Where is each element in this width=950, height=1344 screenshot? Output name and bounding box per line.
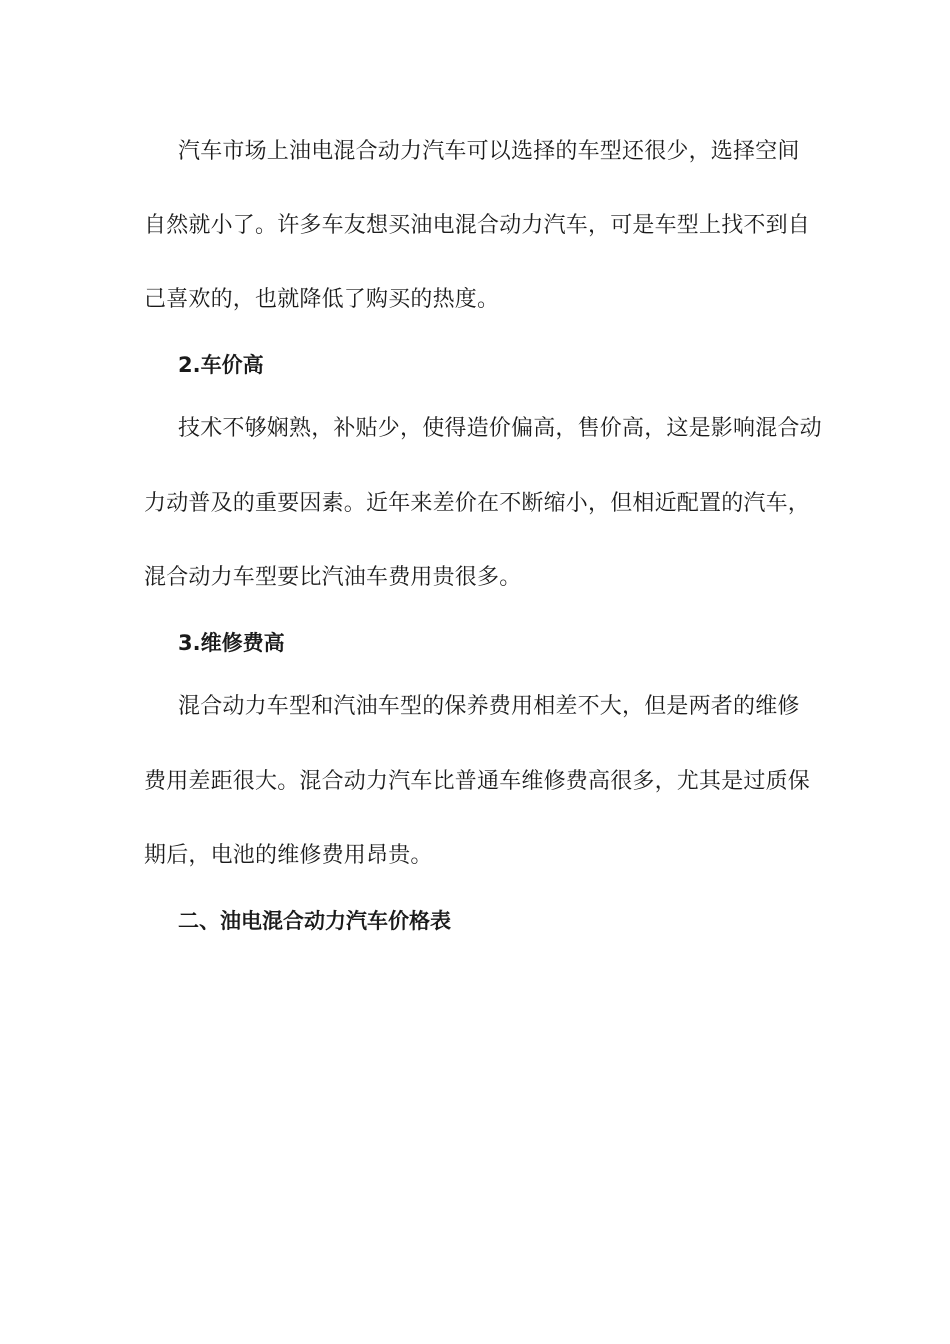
heading-repair-cost-high: 3.维修费高 xyxy=(178,631,285,655)
paragraph-2-line-1: 技术不够娴熟，补贴少，使得造价偏高，售价高，这是影响混合动 xyxy=(178,416,822,441)
paragraph-2-line-3: 混合动力车型要比汽油车费用贵很多。 xyxy=(144,565,522,590)
heading-car-price-high: 2.车价高 xyxy=(178,353,264,377)
paragraph-1-line-2: 自然就小了。许多车友想买油电混合动力汽车，可是车型上找不到自 xyxy=(144,213,811,238)
paragraph-3-line-3: 期后，电池的维修费用昂贵。 xyxy=(144,843,433,868)
paragraph-1-line-1: 汽车市场上油电混合动力汽车可以选择的车型还很少，选择空间 xyxy=(178,139,800,164)
paragraph-3-line-2: 费用差距很大。混合动力汽车比普通车维修费高很多，尤其是过质保 xyxy=(144,769,811,794)
paragraph-2-line-2: 力动普及的重要因素。近年来差价在不断缩小，但相近配置的汽车， xyxy=(144,491,811,516)
paragraph-3-line-1: 混合动力车型和汽油车型的保养费用相差不大，但是两者的维修 xyxy=(178,694,800,719)
heading-price-table-section: 二、油电混合动力汽车价格表 xyxy=(178,909,451,933)
paragraph-1-line-3: 己喜欢的，也就降低了购买的热度。 xyxy=(144,287,500,312)
